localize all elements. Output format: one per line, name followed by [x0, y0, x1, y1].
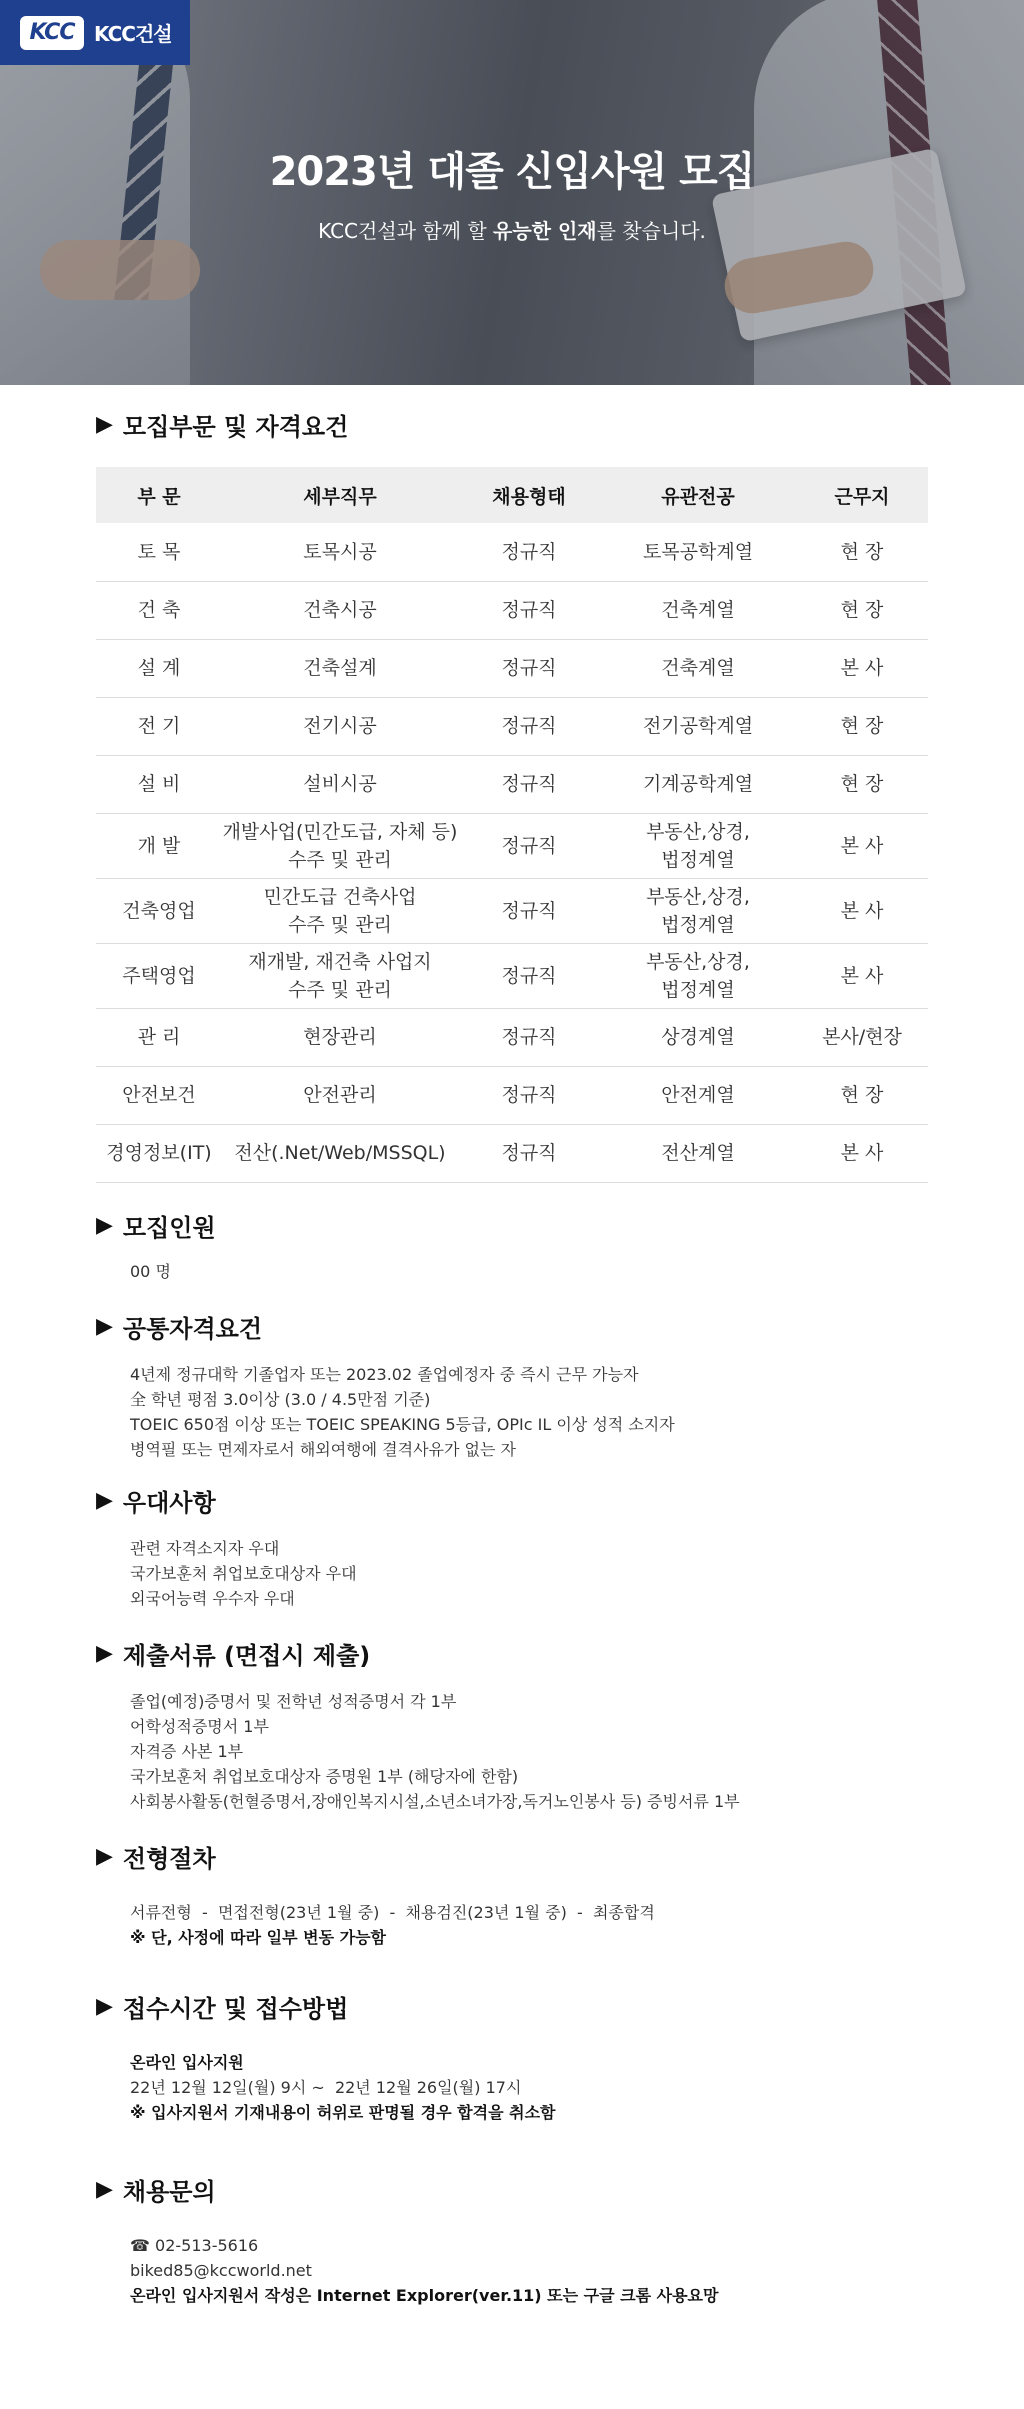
- table-cell: 건축설계: [222, 639, 458, 697]
- table-cell: 개 발: [96, 813, 222, 878]
- table-cell: 안전관리: [222, 1066, 458, 1124]
- section-title-text: 접수시간 및 접수방법: [122, 1995, 349, 2023]
- table-cell: 현 장: [796, 581, 928, 639]
- section-title-text: 모집부문 및 자격요건: [122, 412, 349, 441]
- process-note: ※ 단, 사정에 따라 일부 변동 가능함: [130, 1927, 386, 1947]
- table-cell: 정규직: [458, 639, 600, 697]
- table-row: [96, 943, 928, 1008]
- table-cell: 본 사: [796, 878, 928, 943]
- contact-note: 온라인 입사지원서 작성은 Internet Explorer(ver.11) 또는 구글 크롬 사용요망: [130, 2285, 719, 2305]
- triangle-bullet-icon: ▶: [96, 1213, 113, 1238]
- list-item: 어학성적증명서 1부: [130, 1716, 269, 1736]
- list-item: 병역필 또는 면제자로서 해외여행에 결격사유가 없는 자: [130, 1439, 517, 1459]
- table-cell: 정규직: [458, 581, 600, 639]
- table-cell: 본 사: [796, 813, 928, 878]
- logo-mark: KCC: [20, 16, 84, 50]
- table-cell: 부동산,상경, 법정계열: [600, 813, 796, 878]
- table-cell: 토 목: [96, 523, 222, 581]
- table-cell: 현 장: [796, 755, 928, 813]
- company-logo[interactable]: [0, 0, 190, 65]
- table-cell: 전기시공: [222, 697, 458, 755]
- table-cell: 토목공학계열: [600, 523, 796, 581]
- section-title-application: [96, 1990, 928, 2024]
- application-period: 22년 12월 12일(월) 9시 ~ 22년 12월 26일(월) 17시: [130, 2077, 522, 2097]
- subtitle-text-bold: 유능한 인재: [493, 219, 597, 243]
- table-header-row: [96, 467, 928, 523]
- table-cell: 부동산,상경, 법정계열: [600, 943, 796, 1008]
- table-cell: 건 축: [96, 581, 222, 639]
- table-cell: 안전계열: [600, 1066, 796, 1124]
- table-cell: 본 사: [796, 1124, 928, 1182]
- application-note: ※ 입사지원서 기재내용이 허위로 판명될 경우 합격을 취소함: [130, 2102, 556, 2122]
- section-title-text: 제출서류 (면접시 제출): [122, 1642, 371, 1670]
- table-header-cell: 유관전공: [600, 467, 796, 523]
- page-title: 2023년 대졸 신입사원 모집: [269, 149, 755, 195]
- section-title-positions: [96, 407, 928, 441]
- table-cell: 개발사업(민간도급, 자체 등) 수주 및 관리: [222, 813, 458, 878]
- table-cell: 현 장: [796, 697, 928, 755]
- contact-phone[interactable]: ☎ 02-513-5616: [130, 2235, 259, 2255]
- section-title-contact: [96, 2173, 928, 2207]
- section-title-text: 채용문의: [122, 2178, 216, 2206]
- table-row: [96, 1124, 928, 1182]
- table-cell: 정규직: [458, 523, 600, 581]
- list-item: 사회봉사활동(헌혈증명서,장애인복지시설,소년소녀가장,독거노인봉사 등) 증빙서류 1부: [130, 1791, 740, 1811]
- section-title-text: 모집인원: [122, 1214, 216, 1242]
- table-cell: 건축계열: [600, 639, 796, 697]
- application-body: [96, 2050, 928, 2125]
- section-title-documents: [96, 1637, 928, 1671]
- section-title-text: 전형절차: [122, 1845, 216, 1873]
- table-cell: 정규직: [458, 1124, 600, 1182]
- table-header-cell: 근무지: [796, 467, 928, 523]
- table-header-cell: 세부직무: [222, 467, 458, 523]
- table-cell: 재개발, 재건축 사업지 수주 및 관리: [222, 943, 458, 1008]
- table-cell: 정규직: [458, 943, 600, 1008]
- table-cell: 부동산,상경, 법정계열: [600, 878, 796, 943]
- table-cell: 현 장: [796, 1066, 928, 1124]
- section-title-text: 공통자격요건: [122, 1315, 263, 1343]
- hero-banner: [0, 0, 1024, 385]
- contact-email[interactable]: biked85@kccworld.net: [130, 2260, 312, 2280]
- section-title-headcount: [96, 1209, 928, 1243]
- section-title-process: [96, 1840, 928, 1874]
- list-item: 4년제 정규대학 기졸업자 또는 2023.02 졸업예정자 중 즉시 근무 가능자: [130, 1364, 639, 1384]
- list-item: 全 학년 평점 3.0이상 (3.0 / 4.5만점 기준): [130, 1389, 431, 1409]
- table-cell: 정규직: [458, 813, 600, 878]
- table-cell: 본 사: [796, 943, 928, 1008]
- list-item: 국가보훈처 취업보호대상자 우대: [130, 1563, 357, 1583]
- table-cell: 안전보건: [96, 1066, 222, 1124]
- table-cell: 현 장: [796, 523, 928, 581]
- table-cell: 전 기: [96, 697, 222, 755]
- table-cell: 민간도급 건축사업 수주 및 관리: [222, 878, 458, 943]
- table-cell: 기계공학계열: [600, 755, 796, 813]
- table-header-cell: 채용형태: [458, 467, 600, 523]
- table-row: [96, 813, 928, 878]
- table-row: [96, 523, 928, 581]
- table-cell: 설비시공: [222, 755, 458, 813]
- table-row: [96, 878, 928, 943]
- table-row: [96, 755, 928, 813]
- preferences-body: [96, 1536, 928, 1611]
- table-row: [96, 581, 928, 639]
- triangle-bullet-icon: ▶: [96, 1488, 113, 1513]
- contact-body: [96, 2233, 928, 2308]
- table-cell: 정규직: [458, 1008, 600, 1066]
- table-cell: 본사/현장: [796, 1008, 928, 1066]
- triangle-bullet-icon: ▶: [96, 1314, 113, 1339]
- table-cell: 전산(.Net/Web/MSSQL): [222, 1124, 458, 1182]
- table-row: [96, 697, 928, 755]
- table-cell: 전산계열: [600, 1124, 796, 1182]
- table-cell: 현장관리: [222, 1008, 458, 1066]
- table-cell: 정규직: [458, 1066, 600, 1124]
- documents-body: [96, 1689, 928, 1814]
- process-steps: 서류전형 - 면접전형(23년 1월 중) - 채용검진(23년 1월 중) - 최종합격: [130, 1902, 655, 1922]
- positions-table: [96, 467, 928, 1183]
- list-item: TOEIC 650점 이상 또는 TOEIC SPEAKING 5등급, OPIc IL 이상 성적 소지자: [130, 1414, 675, 1434]
- headcount-body: [96, 1259, 928, 1284]
- list-item: 국가보훈처 취업보호대상자 증명원 1부 (해당자에 한함): [130, 1766, 519, 1786]
- list-item: 자격증 사본 1부: [130, 1741, 244, 1761]
- table-cell: 주택영업: [96, 943, 222, 1008]
- table-cell: 경영정보(IT): [96, 1124, 222, 1182]
- table-cell: 설 계: [96, 639, 222, 697]
- subtitle-text-pre: KCC건설과 함께 할: [318, 219, 494, 243]
- triangle-bullet-icon: ▶: [96, 411, 113, 437]
- section-title-requirements: [96, 1310, 928, 1344]
- table-cell: 상경계열: [600, 1008, 796, 1066]
- table-cell: 정규직: [458, 878, 600, 943]
- table-cell: 전기공학계열: [600, 697, 796, 755]
- table-cell: 건축시공: [222, 581, 458, 639]
- requirements-body: [96, 1362, 928, 1462]
- logo-text: KCC건설: [94, 22, 172, 46]
- table-cell: 본 사: [796, 639, 928, 697]
- process-body: [96, 1900, 928, 1950]
- triangle-bullet-icon: ▶: [96, 2177, 113, 2202]
- section-title-preferences: [96, 1484, 928, 1518]
- table-cell: 정규직: [458, 697, 600, 755]
- table-header-cell: 부 문: [96, 467, 222, 523]
- application-method: 온라인 입사지원: [130, 2052, 244, 2072]
- headcount-value: 00 명: [130, 1261, 171, 1281]
- table-row: [96, 1066, 928, 1124]
- list-item: 졸업(예정)증명서 및 전학년 성적증명서 각 1부: [130, 1691, 457, 1711]
- table-cell: 토목시공: [222, 523, 458, 581]
- list-item: 외국어능력 우수자 우대: [130, 1588, 295, 1608]
- triangle-bullet-icon: ▶: [96, 1641, 113, 1666]
- page-subtitle: [0, 215, 1024, 244]
- table-cell: 관 리: [96, 1008, 222, 1066]
- table-row: [96, 1008, 928, 1066]
- triangle-bullet-icon: ▶: [96, 1844, 113, 1869]
- table-cell: 건축영업: [96, 878, 222, 943]
- triangle-bullet-icon: ▶: [96, 1994, 113, 2019]
- list-item: 관련 자격소지자 우대: [130, 1538, 280, 1558]
- main-content: [0, 407, 1024, 2308]
- table-row: [96, 639, 928, 697]
- subtitle-text-post: 를 찾습니다.: [596, 219, 706, 243]
- table-cell: 정규직: [458, 755, 600, 813]
- table-cell: 건축계열: [600, 581, 796, 639]
- section-title-text: 우대사항: [122, 1489, 216, 1517]
- table-cell: 설 비: [96, 755, 222, 813]
